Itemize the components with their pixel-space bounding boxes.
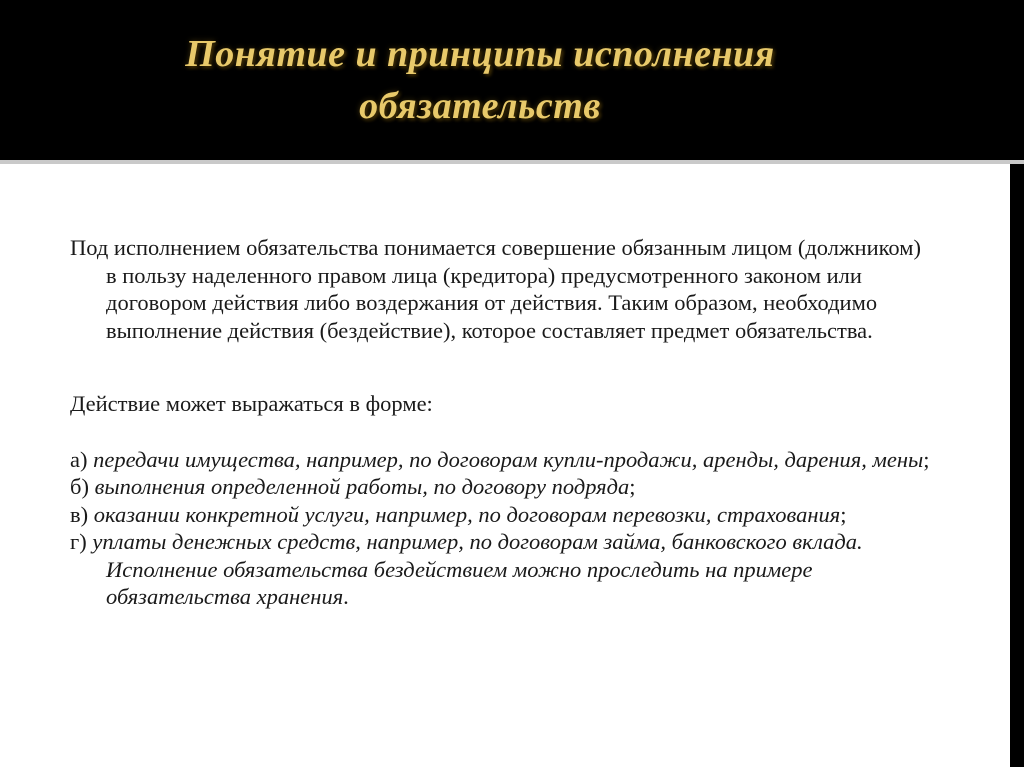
list-item-text: оказании конкретной услуги, например, по договорам перевозки, страхования: [93, 501, 841, 527]
list-item: [70, 473, 930, 501]
list-item-marker: а): [70, 446, 88, 472]
title-band: [0, 0, 1024, 160]
slide-body: [70, 234, 930, 611]
list-item: [70, 501, 930, 529]
list-item-marker: б): [70, 474, 89, 499]
list-item: [70, 446, 930, 474]
list-item-text: выполнения определенной работы, по договору подряда: [94, 474, 630, 499]
forms-lead: Действие может выражаться в форме:: [70, 391, 433, 416]
slide-title: Понятие и принципы исполнения обязательств: [185, 33, 775, 127]
list-item-text: передачи имущества, например, по договорам купли-продажи, аренды, дарения, мены: [93, 446, 924, 472]
list-item-end: .: [343, 584, 349, 609]
list-item-end: ;: [923, 446, 930, 472]
intro-paragraph: Под исполнением обязательства понимается совершение обязанным лицом (должником) в пользу наделенного правом лица (кредитора) предусмотренного законом или договором действия либо воздержания от действия. Таким образом, необходимо выполнение действия (бездействие), которое составляет предмет обязательства.: [70, 235, 921, 343]
list-item-marker: в): [70, 501, 89, 527]
list-item-end: ;: [629, 474, 636, 499]
right-edge-band: [1010, 164, 1024, 767]
list-item: [70, 528, 930, 611]
list-item-end: ;: [840, 501, 847, 527]
list-item-text: уплаты денежных средств, например, по договорам займа, банковского вклада. Исполнение обязательства бездействием можно проследить на примере обязательства хранения: [92, 529, 863, 609]
list-item-marker: г): [70, 529, 87, 554]
content-panel: [0, 164, 1010, 767]
